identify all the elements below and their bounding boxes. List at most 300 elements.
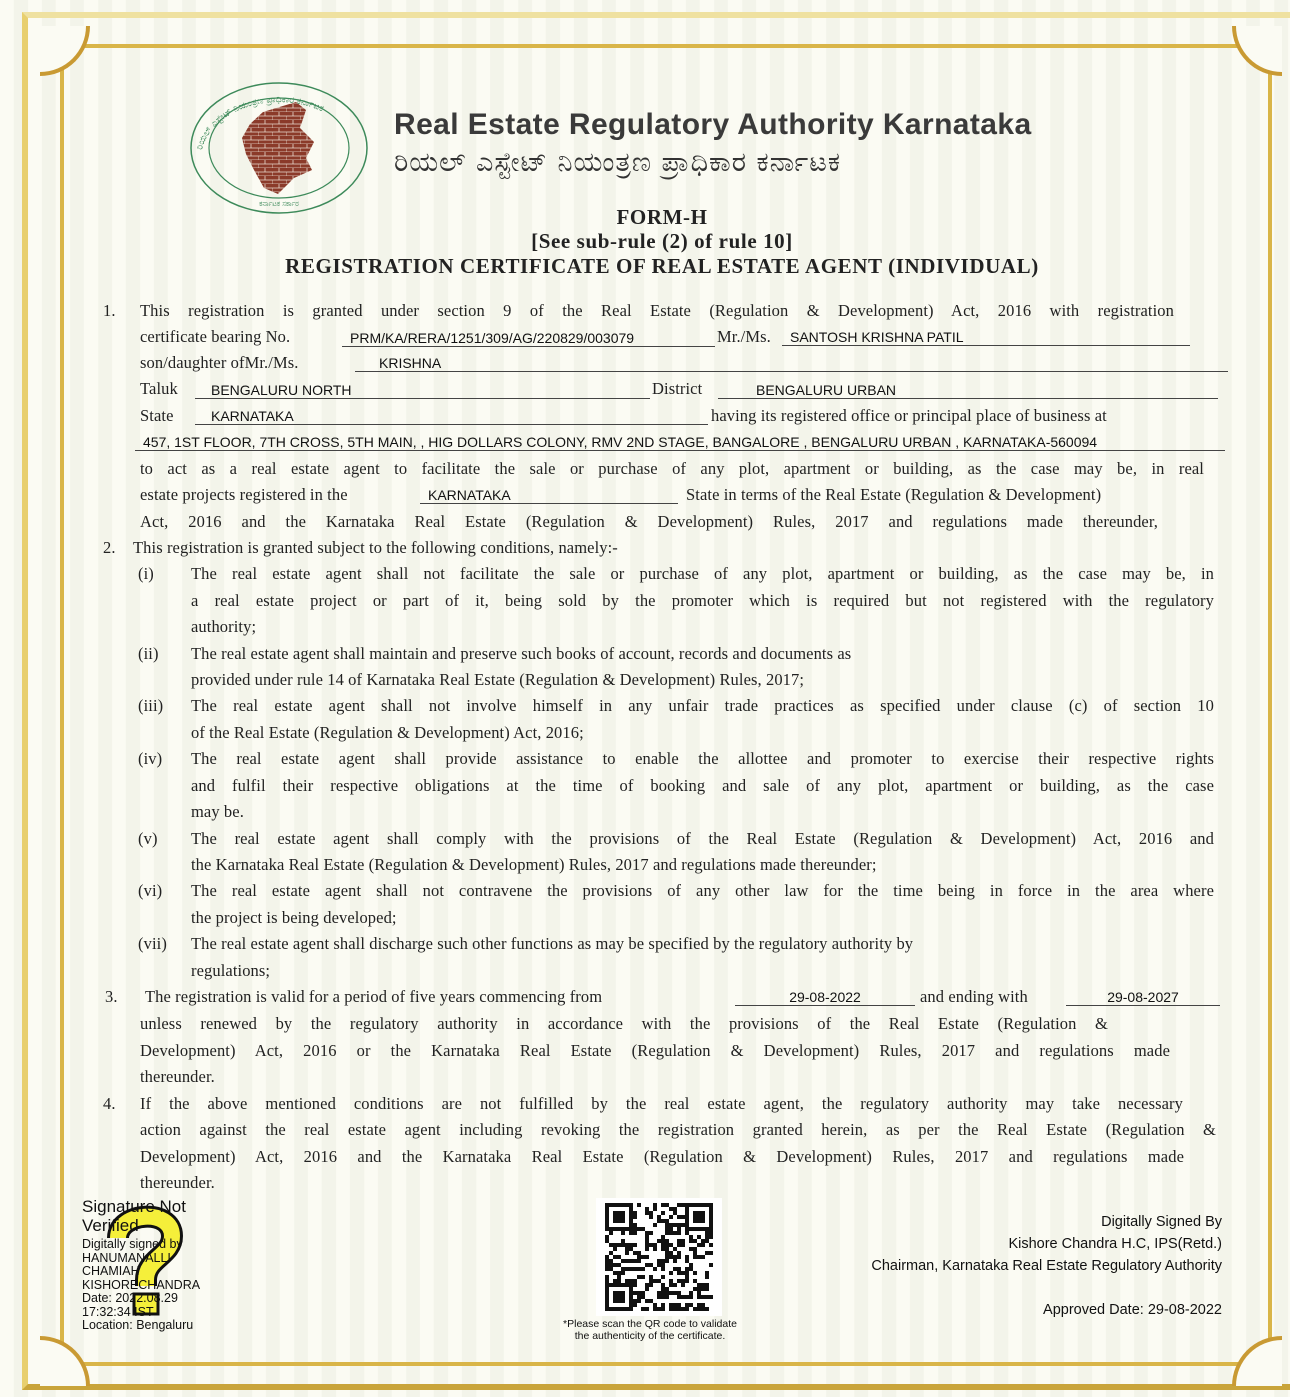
clause-text: District (652, 379, 703, 398)
qr-module (685, 1223, 689, 1227)
qr-module (665, 1295, 669, 1299)
qr-module (641, 1267, 645, 1271)
qr-module (609, 1259, 613, 1263)
qr-module (685, 1259, 689, 1263)
qr-module (633, 1303, 637, 1307)
qr-module (657, 1219, 661, 1223)
qr-module (625, 1267, 629, 1271)
qr-module (641, 1227, 645, 1231)
qr-module (609, 1231, 613, 1235)
qr-module (625, 1251, 629, 1255)
qr-module (629, 1279, 633, 1283)
qr-module (681, 1295, 685, 1299)
qr-module (617, 1203, 621, 1207)
qr-module (645, 1283, 649, 1287)
qr-module (677, 1291, 681, 1295)
qr-module (617, 1255, 621, 1259)
qr-module (709, 1215, 713, 1219)
qr-module (653, 1303, 657, 1307)
qr-module (621, 1283, 625, 1287)
qr-module (621, 1239, 625, 1243)
certificate-title: REGISTRATION CERTIFICATE OF REAL ESTATE AGENT (INDIVIDUAL) (285, 254, 1039, 278)
qr-module (609, 1307, 613, 1311)
condition-text: regulations; (191, 961, 271, 980)
qr-module (681, 1279, 685, 1283)
qr-module (681, 1215, 685, 1219)
qr-module (677, 1271, 681, 1275)
condition-text: provided under rule 14 of Karnataka Real Estate (Regulation & Development) Rules, 2017; (191, 670, 805, 689)
qr-module (653, 1247, 657, 1251)
approved-date: Approved Date: 29-08-2022 (1043, 1302, 1222, 1318)
qr-module (645, 1299, 649, 1303)
qr-module (693, 1271, 697, 1275)
qr-module (705, 1235, 709, 1239)
qr-module (685, 1267, 689, 1271)
qr-module (677, 1227, 681, 1231)
qr-module (665, 1287, 669, 1291)
qr-module (629, 1299, 633, 1303)
condition-text: a real estate project or part of it, being sold by the promoter which is required but not registered with the regulatory (191, 591, 1214, 610)
condition-text: the project is being developed; (191, 908, 397, 927)
qr-module (665, 1227, 669, 1231)
qr-module (693, 1219, 697, 1223)
qr-module (709, 1263, 713, 1267)
qr-module (621, 1231, 625, 1235)
qr-module (625, 1279, 629, 1283)
qr-module (669, 1227, 673, 1231)
qr-module (677, 1215, 681, 1219)
qr-code[interactable] (596, 1198, 722, 1316)
qr-module (693, 1203, 697, 1207)
qr-module (617, 1271, 621, 1275)
clause-text: If the above mentioned conditions are not fulfilled by the real estate agent, the regulatory authority may take necessary (140, 1094, 1183, 1113)
qr-module (677, 1239, 681, 1243)
qr-module (693, 1287, 697, 1291)
qr-module (689, 1291, 693, 1295)
qr-module (669, 1303, 673, 1307)
qr-module (633, 1223, 637, 1227)
qr-module (609, 1267, 613, 1271)
qr-module (661, 1219, 665, 1223)
qr-module (617, 1263, 621, 1267)
qr-module (705, 1239, 709, 1243)
qr-module (605, 1283, 609, 1287)
qr-module (637, 1299, 641, 1303)
valid-to-field: 29-08-2027 (1066, 988, 1220, 1006)
qr-module (677, 1243, 681, 1247)
qr-module (649, 1211, 653, 1215)
qr-module (693, 1239, 697, 1243)
qr-module (645, 1247, 649, 1251)
qr-module (613, 1279, 617, 1283)
qr-module (613, 1243, 617, 1247)
clause-text: Mr./Ms. (717, 327, 771, 346)
qr-module (605, 1219, 609, 1223)
clause-text: thereunder. (140, 1067, 215, 1086)
qr-module (697, 1243, 701, 1247)
condition-number: (i) (138, 564, 154, 583)
qr-module (629, 1211, 633, 1215)
qr-module (689, 1263, 693, 1267)
clause-text: State (140, 406, 174, 425)
qr-module (669, 1251, 673, 1255)
qr-module (657, 1295, 661, 1299)
clause-text: son/daughter ofMr./Ms. (140, 353, 299, 372)
qr-module (621, 1259, 625, 1263)
qr-module (617, 1291, 621, 1295)
condition-text: authority; (191, 617, 257, 636)
condition-number: (iv) (138, 749, 163, 768)
qr-module (605, 1307, 609, 1311)
qr-module (613, 1291, 617, 1295)
qr-module (633, 1283, 637, 1287)
qr-module (697, 1203, 701, 1207)
qr-module (617, 1299, 621, 1303)
qr-module (697, 1303, 701, 1307)
qr-module (645, 1235, 649, 1239)
qr-module (685, 1207, 689, 1211)
qr-module (605, 1215, 609, 1219)
clause-text: The registration is valid for a period of five years commencing from (145, 987, 603, 1006)
qr-module (605, 1291, 609, 1295)
qr-module (701, 1215, 705, 1219)
qr-module (685, 1211, 689, 1215)
qr-module (637, 1267, 641, 1271)
qr-module (673, 1231, 677, 1235)
qr-module (689, 1227, 693, 1231)
qr-module (661, 1275, 665, 1279)
qr-module (653, 1203, 657, 1207)
qr-module (621, 1211, 625, 1215)
qr-module (629, 1243, 633, 1247)
logo-text-bottom: ಕರ್ನಾಟಕ ಸರ್ಕಾರ (259, 200, 299, 208)
qr-module (709, 1219, 713, 1223)
qr-module (697, 1291, 701, 1295)
qr-module (689, 1203, 693, 1207)
qr-module (665, 1219, 669, 1223)
qr-module (681, 1223, 685, 1227)
qr-module (701, 1203, 705, 1207)
clause-text: unless renewed by the regulatory authority in accordance with the provisions of the Real Estate (Regulation & (140, 1014, 1108, 1033)
clause-text: thereunder. (140, 1173, 215, 1192)
qr-module (633, 1227, 637, 1231)
qr-module (609, 1263, 613, 1267)
qr-module (633, 1251, 637, 1255)
qr-module (665, 1231, 669, 1235)
qr-module (633, 1243, 637, 1247)
qr-module (709, 1231, 713, 1235)
qr-module (677, 1267, 681, 1271)
qr-module (629, 1295, 633, 1299)
qr-module (669, 1283, 673, 1287)
qr-module (621, 1203, 625, 1207)
qr-module (689, 1247, 693, 1251)
qr-module (709, 1251, 713, 1255)
qr-module (613, 1203, 617, 1207)
qr-module (689, 1295, 693, 1299)
qr-module (709, 1211, 713, 1215)
condition-number: (iii) (138, 696, 164, 715)
qr-module (701, 1303, 705, 1307)
qr-module (629, 1291, 633, 1295)
qr-module (621, 1299, 625, 1303)
qr-module (661, 1303, 665, 1307)
qr-module (677, 1307, 681, 1311)
qr-module (613, 1247, 617, 1251)
qr-module (625, 1307, 629, 1311)
clause-text: Development) Act, 2016 and the Karnataka Real Estate (Regulation & Development) Rules, 2017 and regulations made (140, 1147, 1184, 1166)
form-label: FORM-H (616, 205, 708, 229)
qr-module (613, 1255, 617, 1259)
qr-module (605, 1223, 609, 1227)
qr-module (621, 1271, 625, 1275)
clause-text: having its registered office or principal place of business at (711, 406, 1107, 425)
qr-module (697, 1215, 701, 1219)
qr-module (645, 1287, 649, 1291)
qr-module (677, 1255, 681, 1259)
registration-number-field: PRM/KA/RERA/1251/309/AG/220829/003079 (342, 329, 715, 347)
qr-note: *Please scan the QR code to validate (563, 1318, 737, 1330)
qr-module (709, 1235, 713, 1239)
qr-module (645, 1239, 649, 1243)
clause-text: This registration is granted subject to the following conditions, namely:- (133, 538, 618, 557)
agent-name-field: SANTOSH KRISHNA PATIL (782, 328, 1190, 346)
qr-module (677, 1251, 681, 1255)
qr-module (617, 1307, 621, 1311)
qr-module (605, 1203, 609, 1207)
qr-module (629, 1227, 633, 1231)
qr-module (693, 1307, 697, 1311)
qr-module (665, 1239, 669, 1243)
qr-module (681, 1203, 685, 1207)
qr-module (661, 1247, 665, 1251)
qr-module (685, 1255, 689, 1259)
clause-number: 3. (105, 987, 118, 1006)
qr-module (613, 1271, 617, 1275)
qr-module (625, 1259, 629, 1263)
qr-module (697, 1283, 701, 1287)
qr-module (697, 1295, 701, 1299)
qr-module (661, 1295, 665, 1299)
qr-module (677, 1231, 681, 1235)
qr-module (613, 1283, 617, 1287)
qr-module (629, 1203, 633, 1207)
logo-text-top: ರಿಯಲ್ ಎಸ್ಟೇಟ್ ನಿಯಂತ್ರಣ ಪ್ರಾಧಿಕಾರ ಕರ್ನಾಟಕ (195, 95, 326, 151)
qr-module (649, 1283, 653, 1287)
qr-module (709, 1223, 713, 1227)
clause-text: State in terms of the Real Estate (Regulation & Development) (686, 485, 1102, 504)
clause-text: Development) Act, 2016 or the Karnataka Real Estate (Regulation & Development) Rules, 2017 and regulations made (140, 1041, 1170, 1060)
qr-module (621, 1243, 625, 1247)
qr-module (621, 1227, 625, 1231)
qr-module (609, 1227, 613, 1231)
qr-module (645, 1255, 649, 1259)
signature-detail-line: HANUMANALLI (82, 1250, 171, 1265)
qr-module (705, 1295, 709, 1299)
qr-module (613, 1299, 617, 1303)
qr-module (689, 1303, 693, 1307)
qr-module (669, 1271, 673, 1275)
qr-module (637, 1295, 641, 1299)
qr-module (617, 1275, 621, 1279)
qr-module (669, 1243, 673, 1247)
condition-text: The real estate agent shall not involve himself in any unfair trade practices as specified under clause (c) of section 10 (191, 696, 1214, 715)
qr-module (697, 1235, 701, 1239)
qr-module (645, 1263, 649, 1267)
qr-module (673, 1283, 677, 1287)
qr-module (621, 1267, 625, 1271)
qr-note: the authenticity of the certificate. (574, 1330, 726, 1342)
qr-module (609, 1251, 613, 1255)
qr-module (665, 1291, 669, 1295)
qr-module (677, 1303, 681, 1307)
qr-module (681, 1271, 685, 1275)
condition-text: The real estate agent shall maintain and preserve such books of account, records and documents as (191, 644, 852, 663)
qr-module (641, 1307, 645, 1311)
qr-module (649, 1263, 653, 1267)
clause-text: Act, 2016 and the Karnataka Real Estate (Regulation & Development) Rules, 2017 and regulations made thereunder, (140, 512, 1158, 531)
qr-module (661, 1243, 665, 1247)
qr-module (665, 1243, 669, 1247)
qr-module (649, 1231, 653, 1235)
qr-module (633, 1259, 637, 1263)
qr-module (633, 1299, 637, 1303)
qr-module (621, 1291, 625, 1295)
signature-details (82, 1238, 200, 1333)
qr-module (613, 1295, 617, 1299)
qr-module (665, 1259, 669, 1263)
qr-module (709, 1243, 713, 1247)
qr-module (613, 1263, 617, 1267)
qr-module (605, 1211, 609, 1215)
condition-text: the Karnataka Real Estate (Regulation & Development) Rules, 2017 and regulations made thereunder; (191, 855, 877, 874)
qr-module (697, 1307, 701, 1311)
qr-module (633, 1279, 637, 1283)
qr-module (629, 1303, 633, 1307)
signer-title: Chairman, Karnataka Real Estate Regulatory Authority (871, 1258, 1222, 1274)
qr-module (637, 1259, 641, 1263)
qr-module (605, 1279, 609, 1283)
clause-text: Taluk (140, 379, 178, 398)
condition-number: (v) (138, 829, 158, 848)
clause-text: action against the real estate agent including revoking the registration granted herein, as per the Real Estate (Regulation & (140, 1120, 1216, 1139)
district-field: BENGALURU URBAN (718, 381, 1218, 399)
qr-module (669, 1307, 673, 1311)
qr-module (705, 1283, 709, 1287)
qr-module (629, 1247, 633, 1251)
condition-text: The real estate agent shall not facilitate the sale or purchase of any plot, apartment or building, as the case may be, in (191, 564, 1214, 583)
project-state-field: KARNATAKA (420, 486, 678, 504)
condition-text: The real estate agent shall not contravene the provisions of any other law for the time being in force in the area where (191, 881, 1214, 900)
qr-module (689, 1267, 693, 1271)
qr-module (685, 1231, 689, 1235)
qr-module (669, 1279, 673, 1283)
qr-module (701, 1239, 705, 1243)
qr-module (673, 1307, 677, 1311)
qr-module (653, 1207, 657, 1211)
qr-module (689, 1235, 693, 1239)
qr-module (629, 1207, 633, 1211)
qr-module (709, 1207, 713, 1211)
condition-number: (vii) (138, 934, 167, 953)
qr-module (693, 1215, 697, 1219)
qr-module (677, 1279, 681, 1283)
qr-module (633, 1211, 637, 1215)
qr-module (657, 1307, 661, 1311)
qr-module (673, 1247, 677, 1251)
qr-module (649, 1215, 653, 1219)
qr-module (617, 1243, 621, 1247)
qr-module (701, 1255, 705, 1259)
qr-module (661, 1267, 665, 1271)
qr-module (669, 1223, 673, 1227)
qr-module (653, 1279, 657, 1283)
taluk-field: BENGALURU NORTH (195, 381, 650, 399)
qr-module (709, 1203, 713, 1207)
qr-module (609, 1203, 613, 1207)
qr-module (613, 1219, 617, 1223)
qr-module (629, 1287, 633, 1291)
qr-module (685, 1271, 689, 1275)
qr-module (629, 1219, 633, 1223)
qr-module (621, 1215, 625, 1219)
clause-text: and ending with (920, 987, 1028, 1006)
qr-module (669, 1291, 673, 1295)
qr-module (673, 1291, 677, 1295)
condition-text: The real estate agent shall discharge such other functions as may be specified by the regulatory authority by (191, 934, 914, 953)
condition-number: (vi) (138, 881, 163, 900)
qr-module (701, 1283, 705, 1287)
qr-module (641, 1291, 645, 1295)
parent-name-field: KRISHNA (355, 354, 1228, 372)
qr-module (685, 1279, 689, 1283)
signer-label: Digitally Signed By (1101, 1214, 1222, 1230)
qr-module (673, 1267, 677, 1271)
address-field: 457, 1ST FLOOR, 7TH CROSS, 5TH MAIN, , HIG DOLLARS COLONY, RMV 2ND STAGE, BANGALORE , BENGALURU URBAN , KARNATAKA-560094 (135, 433, 1225, 451)
qr-module (705, 1227, 709, 1231)
qr-module (665, 1251, 669, 1255)
qr-module (693, 1247, 697, 1251)
qr-module (629, 1223, 633, 1227)
qr-module (661, 1291, 665, 1295)
qr-module (605, 1255, 609, 1259)
qr-module (685, 1215, 689, 1219)
qr-module (605, 1267, 609, 1271)
qr-module (653, 1267, 657, 1271)
qr-module (629, 1283, 633, 1287)
qr-module (701, 1227, 705, 1231)
qr-module (613, 1227, 617, 1231)
qr-module (617, 1295, 621, 1299)
qr-module (669, 1255, 673, 1259)
qr-module (705, 1231, 709, 1235)
authority-name-english: Real Estate Regulatory Authority Karnataka (394, 108, 1032, 141)
qr-module (641, 1255, 645, 1259)
qr-module (657, 1291, 661, 1295)
qr-module (637, 1275, 641, 1279)
signature-detail-line: Date: 2022.08.29 (82, 1291, 178, 1305)
qr-module (661, 1203, 665, 1207)
signature-status-line: Signature Not (82, 1197, 186, 1216)
qr-module (605, 1227, 609, 1231)
qr-module (625, 1247, 629, 1251)
qr-module (621, 1307, 625, 1311)
qr-module (681, 1239, 685, 1243)
qr-module (701, 1219, 705, 1223)
qr-module (673, 1259, 677, 1263)
qr-module (677, 1203, 681, 1207)
qr-module (677, 1223, 681, 1227)
